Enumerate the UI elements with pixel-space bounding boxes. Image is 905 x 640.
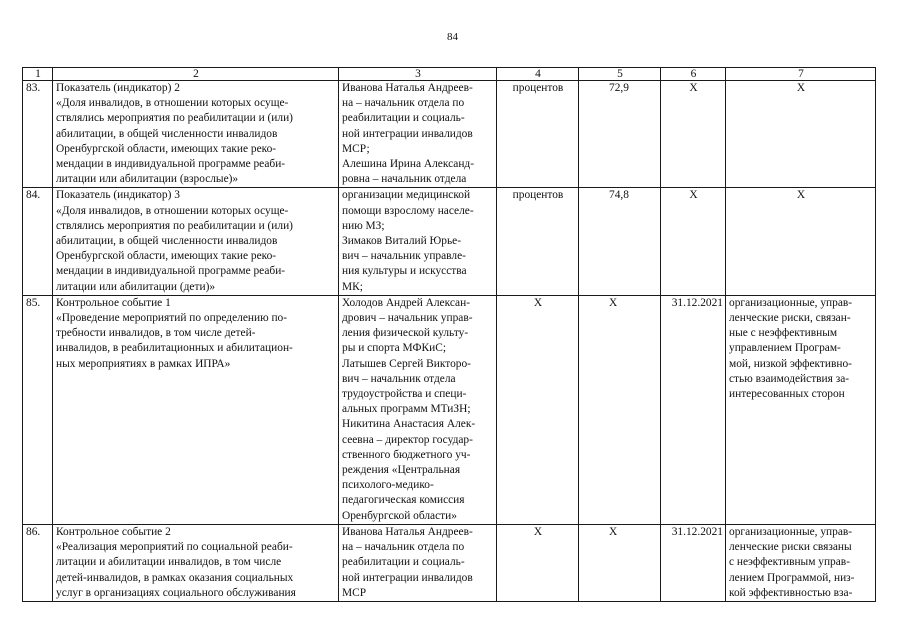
row-number: 86. [23,524,53,601]
unit-cell: процентов [497,188,579,295]
value-cell: 72,9 [579,81,661,188]
event-title: Показатель (индикатор) 3 [56,189,180,202]
event-title: Контрольное событие 2 [56,525,171,538]
event-title: Показатель (индикатор) 2 [56,82,180,94]
event-title: Контрольное событие 1 [56,296,171,309]
responsible-cell: Холодов Андрей Алексан- дрович – начальник управ- ления физической культу- ры и спорта МФКиС; Латышев Сергей Викторо- вич – начальник отдела трудоустройства и специ- альных программ МТиЗН; Никитина Анастасия Алек- сеевна – директор государ- ственного бюджетного уч- реждения «Центральная психолого-медико- педагогическая комиссия Оренбургской области» [339,295,497,524]
row-number: 83. [23,81,53,188]
unit-cell: Х [497,524,579,601]
page-number: 84 [447,31,458,43]
event-description: «Реализация мероприятий по социальной реаби- литации и абилитации инвалидов, в том числе детей-инвалидов, в рамках оказания социальных услуг в организациях социального обслуживания [56,541,296,599]
event-description: «Проведение мероприятий по определению по- требности инвалидов, в том числе детей- инвалидов, в реабилитационных и абилитацион- ных мероприятиях в рамках ИПРА» [56,312,293,370]
table-row [23,524,876,601]
column-number: 1 [23,68,53,81]
risk-cell: организационные, управ- ленческие риски связаны с неэффективным управ- лением Программой, низ- кой эффективностью вза- [726,524,876,601]
risk-cell: Х [726,188,876,295]
column-number: 7 [726,68,876,81]
responsible-cell: Иванова Наталья Андреев- на – начальник отдела по реабилитации и социаль- ной интеграции инвалидов МСР; Алешина Ирина Александ- ровна – начальник отдела [339,81,497,188]
value-cell: Х [579,524,661,601]
column-number: 6 [661,68,726,81]
risk-cell: организационные, управ- ленческие риски, связан- ные с неэффективным управлением Програм- мой, низкой эффективно- стью взаимодействия за- интересованных сторон [726,295,876,524]
event-description: «Доля инвалидов, в отношении которых осуще- ствлялись мероприятия по реабилитации и (или) абилитации, в общей численности инвалидов Оренбургской области, имеющих такие реко- мендации в индивидуальной программе реаби- литации или абилитации (взрослые)» [56,97,293,186]
data-table [22,67,876,602]
event-cell [53,81,339,188]
column-number: 5 [579,68,661,81]
date-cell: 31.12.2021 [661,524,726,601]
date-cell: Х [661,188,726,295]
table-row [23,81,876,188]
column-number: 3 [339,68,497,81]
column-number-header-row [23,68,876,81]
event-description: «Доля инвалидов, в отношении которых осуще- ствлялись мероприятия по реабилитации и (или) абилитации, в общей численности инвалидов Оренбургской области, имеющих такие реко- мендации в индивидуальной программе реаби- литации или абилитации (дети)» [56,204,293,293]
unit-cell: процентов [497,81,579,188]
date-cell: 31.12.2021 [661,295,726,524]
value-cell: Х [579,295,661,524]
unit-cell: Х [497,295,579,524]
event-cell [53,524,339,601]
table-row [23,295,876,524]
row-number: 84. [23,188,53,295]
responsible-cell: Иванова Наталья Андреев- на – начальник отдела по реабилитации и социаль- ной интеграции инвалидов МСР [339,524,497,601]
date-cell: Х [661,81,726,188]
event-cell [53,188,339,295]
risk-cell: Х [726,81,876,188]
responsible-cell: организации медицинской помощи взрослому населе- нию МЗ; Зимаков Виталий Юрье- вич – начальник управле- ния культуры и искусства МК; [339,188,497,295]
table-row [23,188,876,295]
row-number: 85. [23,295,53,524]
event-cell [53,295,339,524]
column-number: 4 [497,68,579,81]
value-cell: 74,8 [579,188,661,295]
column-number: 2 [53,68,339,81]
